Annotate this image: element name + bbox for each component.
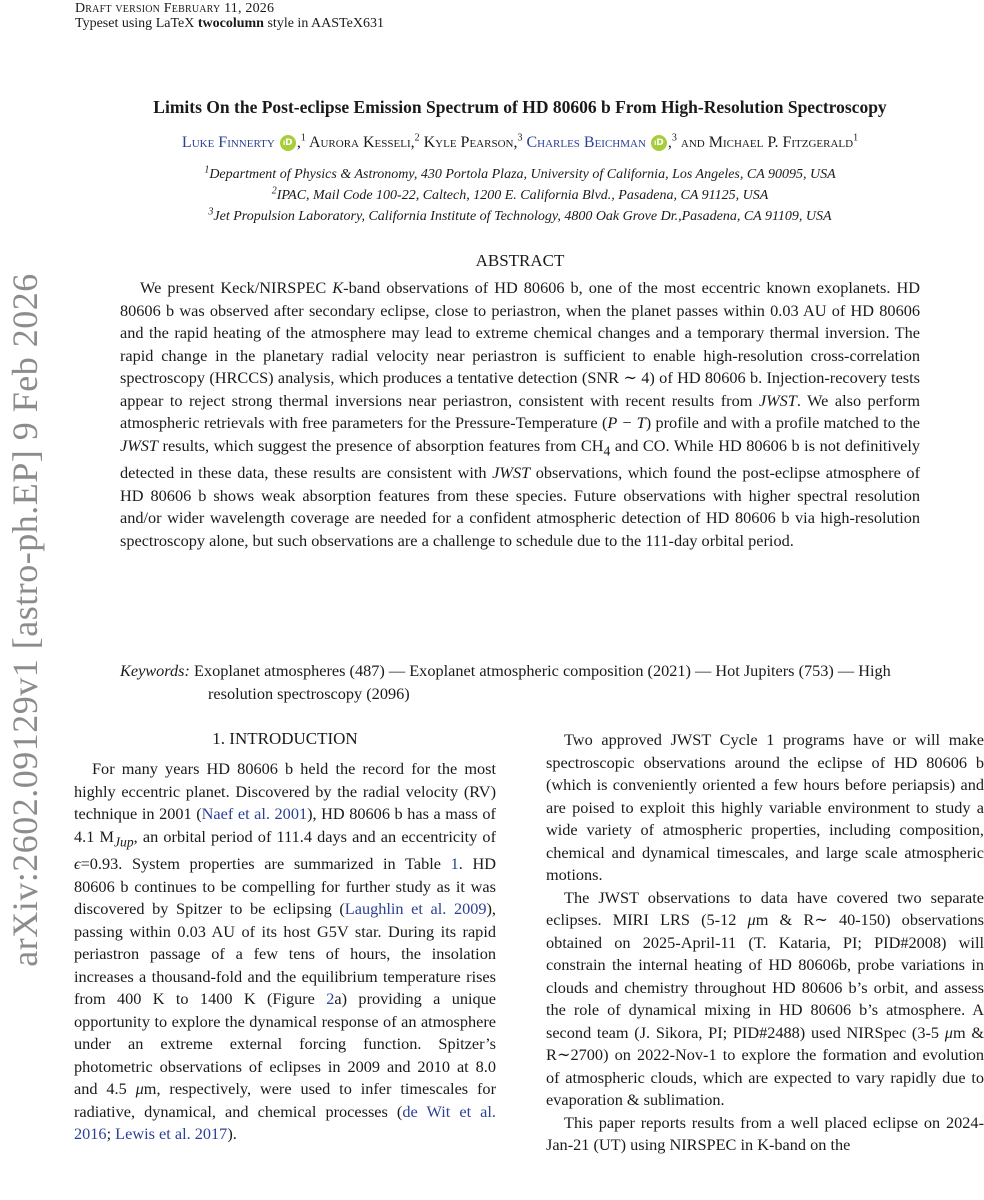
author-name: Aurora Kesseli <box>308 134 411 151</box>
text-run: The JWST observations to data have covered two separate eclipses. MIRI LRS (5-12 <box>546 887 984 929</box>
keywords <box>120 660 920 705</box>
paper-title: Limits On the Post-eclipse Emission Spectrum of HD 80606 b From High-Resolution Spectroscopy <box>153 97 887 117</box>
citation-link[interactable]: 2 <box>326 989 335 1009</box>
text-run: JWST <box>120 435 158 455</box>
paragraph <box>74 758 496 1146</box>
affiliation-1 <box>0 164 984 183</box>
text-run: m & R∼2700) on 2022-Nov-1 to explore the formation and evolution of atmospheric clouds, which are expected to vary rapidly due to evaporation & sublimation. <box>546 1022 984 1109</box>
text-run: ), passing within 0.03 AU of its host G5V star. During its rapid periastron passage of a few tens of hours, the insolation increases a thousand-fold and the equilibrium temperature rises from 400 K to 1400 K (Figure <box>74 899 497 1009</box>
citation-link[interactable]: Laughlin et al. 2009 <box>344 899 487 919</box>
affiliation-number: 2 <box>271 185 277 197</box>
author-name[interactable]: Charles Beichman <box>526 134 646 151</box>
affiliation-text: Jet Propulsion Laboratory, California Institute of Technology, 4800 Oak Grove Dr.,Pasadena, CA 91109, USA <box>213 209 832 224</box>
section-heading-introduction: 1. INTRODUCTION <box>212 729 358 748</box>
text-run: ), HD 80606 b has a mass of 4.1 M <box>74 804 496 846</box>
text-run: μ <box>944 1022 953 1042</box>
abstract-heading: ABSTRACT <box>475 251 565 270</box>
author-name: Kyle Pearson <box>423 134 514 151</box>
text-run: observations, which found the post-eclipse atmosphere of HD 80606 b shows weak absorption features from these species. Future observations with higher spectral resolution and/or wider wavelength coverage are needed for a confident atmospheric detection of HD 80606 b via high-resolution spectroscopy alone, but such observations are a challenge to schedule due to the 111-day orbital period. <box>120 463 920 550</box>
affiliation-2 <box>0 185 984 204</box>
affiliation-3 <box>0 206 984 225</box>
citation-link[interactable]: de Wit et al. 2016 <box>74 1101 496 1144</box>
typeset-line <box>75 15 384 32</box>
abstract-body <box>120 277 920 552</box>
typeset-latex: LaTeX <box>155 16 195 31</box>
keywords-text: Exoplanet atmospheres (487) — Exoplanet atmospheric composition (2021) — Hot Jupiters (753) — High resolution spectroscopy (2096) <box>189 661 891 703</box>
paragraph <box>546 887 984 1112</box>
authors-and: and <box>680 134 705 151</box>
keywords-label: Keywords: <box>120 661 190 680</box>
author-affiliation-number: 3 <box>671 132 677 144</box>
text-run: We present Keck/NIRSPEC <box>140 278 333 297</box>
right-column-text <box>546 729 984 1157</box>
draft-version-line: Draft version February 11, 2026 <box>75 1 275 16</box>
author-affiliation-number: 1 <box>853 132 859 144</box>
citation-link[interactable]: 1 <box>450 854 459 874</box>
paragraph <box>546 729 984 887</box>
text-run: m, respectively, were used to infer timescales for radiative, dynamical, and chemical processes ( <box>74 1079 496 1121</box>
text-run: Two approved JWST Cycle 1 programs have or will make spectroscopic observations around the eclipse of HD 80606 b (which is conveniently oriented a few hours before periapsis) and are poised to exploit this highly variable environment to study a wide variety of atmospheric properties, including composition, chemical and dynamical timescales, and large scale atmospheric motions. <box>546 730 984 884</box>
text-run: . HD 80606 b continues to be compelling for further study as it was discovered by Spitzer to be eclipsing ( <box>74 854 496 919</box>
affiliation-text: IPAC, Mail Code 100-22, Caltech, 1200 E. California Blvd., Pasadena, CA 91125, USA <box>276 188 769 203</box>
citation-link[interactable]: Naef et al. 2001 <box>201 804 308 823</box>
text-run: . We also perform atmospheric retrievals with free parameters for the Pressure-Temperature ( <box>120 390 920 432</box>
arxiv-identifier: arXiv:2602.09129v1 [astro-ph.EP] 9 Feb 2026 <box>5 273 45 967</box>
text-run: For many years HD 80606 b held the record for the most highly eccentric planet. Discovered by the radial velocity (RV) technique in 2001 ( <box>74 759 496 823</box>
text-run: K <box>332 278 344 297</box>
typeset-post: style in AASTeX631 <box>263 16 384 31</box>
left-column-text <box>74 758 496 1146</box>
author-affiliation-number: 3 <box>517 132 523 144</box>
text-run: ). <box>227 1124 237 1144</box>
text-run: a) providing a unique opportunity to explore the dynamical response of an atmosphere under an extreme external forcing function. Spitzer’s photometric observations of eclipses in 2009 and 2010 at 8.0 and 4.5 <box>74 989 497 1099</box>
affiliation-number: 1 <box>204 164 210 176</box>
text-run: μ <box>135 1079 144 1099</box>
text-run: 4 <box>603 442 611 458</box>
author-affiliation-number: 1 <box>300 132 306 144</box>
text-run: JWST <box>492 463 531 483</box>
text-run: ; <box>106 1124 116 1144</box>
text-run: μ <box>747 910 756 929</box>
text-run: ϵ <box>74 854 81 874</box>
text-run: Jup <box>114 833 134 849</box>
author-affiliation-number: 2 <box>414 132 420 144</box>
text-run: JWST <box>758 390 797 410</box>
text-run: ) profile and with a profile matched to the <box>645 413 920 432</box>
author-name: Michael P. Fitzgerald <box>708 134 854 151</box>
affiliation-text: Department of Physics & Astronomy, 430 Portola Plaza, University of California, Los Angeles, CA 90095, USA <box>209 167 836 182</box>
paragraph <box>546 1112 984 1157</box>
text-run: and CO. While HD 80606 b is not definitively detected in these data, these results are consistent with <box>120 435 920 483</box>
text-run: P − T <box>607 413 646 432</box>
orcid-icon[interactable]: iD <box>280 135 296 151</box>
orcid-icon[interactable]: iD <box>651 135 667 151</box>
text-run: =0.93. System properties are summarized in Table <box>80 854 451 874</box>
typeset-style: twocolumn <box>197 16 264 31</box>
citation-link[interactable]: Lewis et al. 2017 <box>115 1124 228 1144</box>
affiliation-number: 3 <box>208 206 214 218</box>
text-run: -band observations of HD 80606 b, one of the most eccentric known exoplanets. HD 80606 b was observed after secondary eclipse, close to periastron, when the planet passes within 0.03 AU of HD 80606 and the rapid heating of the atmosphere may lead to extreme chemical changes and a temporary thermal inversion. The rapid change in the planetary radial velocity near periastron is sufficient to enable high-resolution cross-correlation spectroscopy (HRCCS) analysis, which produces a tentative detection (SNR ∼ 4) of HD 80606 b. Injection-recovery tests appear to reject strong thermal inversions near periastron, consistent with recent results from <box>120 278 921 410</box>
text-run: This paper reports results from a well placed eclipse on 2024-Jan-21 (UT) using NIRSPEC in K-band on the <box>546 1112 984 1154</box>
text-run: m & R∼ 40-150) observations obtained on 2025-April-11 (T. Kataria, PI; PID#2008) will constrain the internal heating of HD 80606b, probe variations in clouds and chemistry throughout HD 80606 b’s orbit, and assess the role of dynamical mixing in HD 80606 b’s atmosphere. A second team (J. Sikora, PI; PID#2488) used NIRSpec (3-5 <box>546 910 984 1042</box>
author-list: Luke Finnerty iD ,$^1$ Aurora Kesseli,$^2$ Kyle Pearson,$^3$ Charles Beichman iD ,$^3$ and Michael P. Fitzgerald$^1$ <box>181 132 859 151</box>
text-run: , an orbital period of 111.4 days and an eccentricity of <box>133 826 496 846</box>
typeset-pre: Typeset using <box>75 16 156 31</box>
text-run: results, which suggest the presence of absorption features from CH <box>157 435 604 455</box>
author-name[interactable]: Luke Finnerty <box>181 134 275 151</box>
